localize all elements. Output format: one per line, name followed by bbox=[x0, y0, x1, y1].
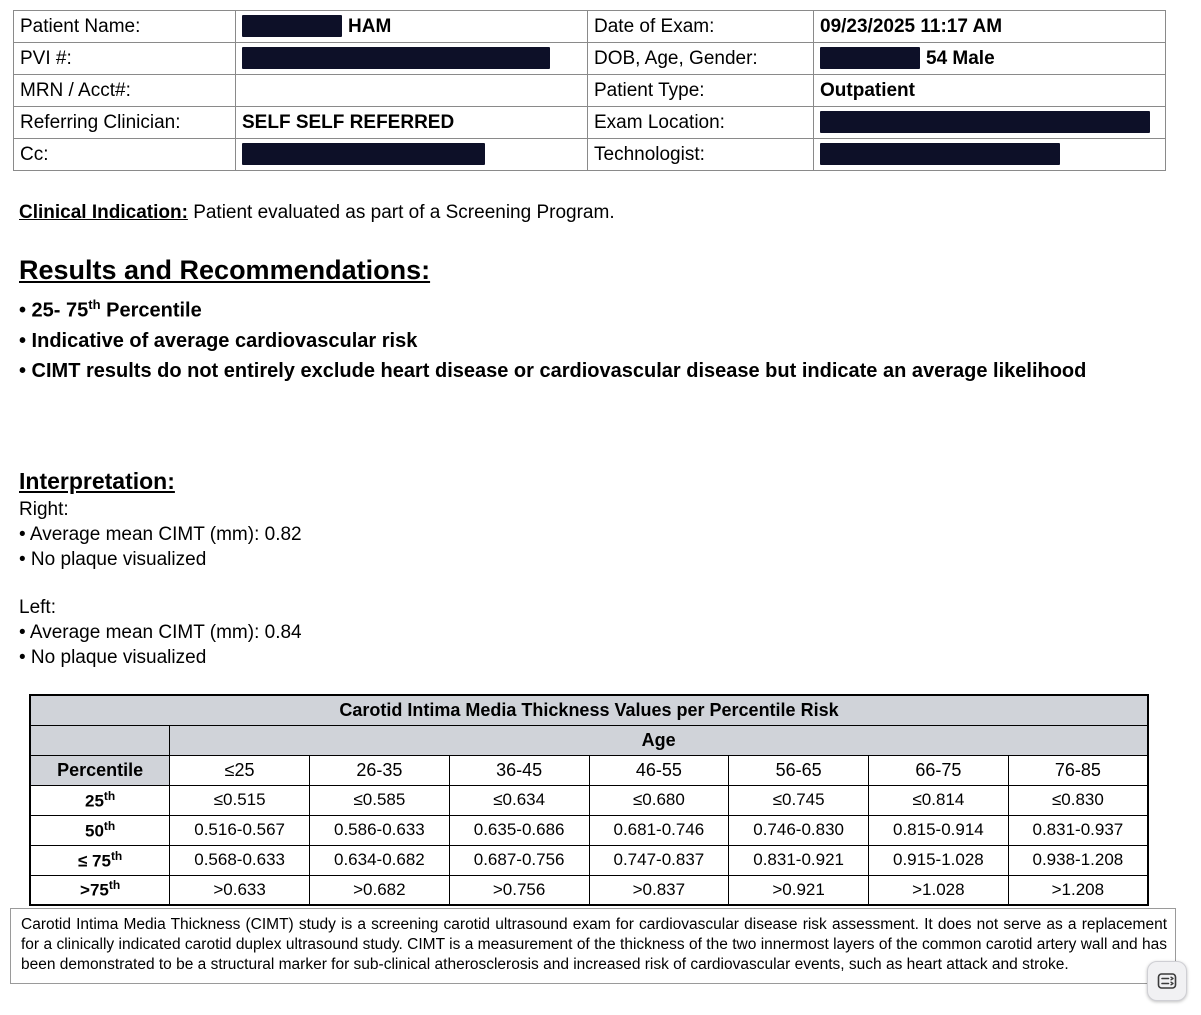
field-value-cc bbox=[236, 139, 588, 171]
field-label-exam-location: Exam Location: bbox=[588, 107, 814, 139]
percentile-cell-2-5: 0.915-1.028 bbox=[869, 845, 1009, 875]
interpretation-right-line-2: • No plaque visualized bbox=[19, 549, 207, 570]
percentile-table-title: Carotid Intima Media Thickness Values per Percentile Risk bbox=[30, 695, 1148, 725]
field-label-patient-name: Patient Name: bbox=[14, 11, 236, 43]
table-row bbox=[30, 755, 1148, 785]
field-label-dob-age-gender: DOB, Age, Gender: bbox=[588, 43, 814, 75]
percentile-reference-table bbox=[29, 694, 1149, 906]
results-heading: Results and Recommendations: bbox=[19, 255, 431, 285]
results-bullet-1: • 25- 75th Percentile bbox=[19, 297, 202, 322]
interpretation-right-line-1: • Average mean CIMT (mm): 0.82 bbox=[19, 524, 302, 545]
percentile-row-label-1: 50th bbox=[30, 815, 170, 845]
field-label-mrn-acct: MRN / Acct#: bbox=[14, 75, 236, 107]
percentile-table-corner-header: Percentile bbox=[30, 755, 170, 785]
results-bullet-3: • CIMT results do not entirely exclude heart disease or cardiovascular disease but indicate an average likelihood bbox=[19, 359, 1087, 382]
field-value-exam-location bbox=[814, 107, 1166, 139]
percentile-cell-1-4: 0.746-0.830 bbox=[729, 815, 869, 845]
field-value-patient-type: Outpatient bbox=[814, 75, 1166, 107]
field-value-patient-name: HAM bbox=[236, 11, 588, 43]
percentile-cell-3-6: >1.208 bbox=[1008, 875, 1148, 905]
table-row bbox=[14, 107, 1166, 139]
field-label-date-of-exam: Date of Exam: bbox=[588, 11, 814, 43]
clinical-indication-label: Clinical Indication: bbox=[19, 202, 188, 223]
table-row bbox=[30, 785, 1148, 815]
percentile-table-age-header: Age bbox=[170, 725, 1148, 755]
table-row bbox=[14, 43, 1166, 75]
percentile-cell-2-6: 0.938-1.208 bbox=[1008, 845, 1148, 875]
percentile-cell-1-2: 0.635-0.686 bbox=[449, 815, 589, 845]
field-value-mrn-acct bbox=[236, 75, 588, 107]
redaction-bar bbox=[820, 111, 1150, 133]
field-value-date-of-exam: 09/23/2025 11:17 AM bbox=[814, 11, 1166, 43]
percentile-table-wrapper bbox=[29, 694, 1149, 906]
footnote-box: Carotid Intima Media Thickness (CIMT) study is a screening carotid ultrasound exam for cardiovascular disease risk assessment. It does not serve as a replacement for a clinically indicated carotid duplex ultrasound study. CIMT is a measurement of the thickness of the two innermost layers of the common carotid artery wall and has been demonstrated to be a structural marker for sub-clinical atherosclerosis and increased risk of cardiovascular events, such as heart attack and stroke. bbox=[10, 908, 1176, 984]
percentile-cell-0-0: ≤0.515 bbox=[170, 785, 310, 815]
interpretation-body bbox=[19, 497, 302, 670]
percentile-cell-0-5: ≤0.814 bbox=[869, 785, 1009, 815]
interpretation-left-label: Left: bbox=[19, 597, 56, 618]
percentile-cell-3-3: >0.837 bbox=[589, 875, 729, 905]
percentile-cell-0-2: ≤0.634 bbox=[449, 785, 589, 815]
percentile-cell-2-2: 0.687-0.756 bbox=[449, 845, 589, 875]
field-value-pvi-number bbox=[236, 43, 588, 75]
redaction-bar bbox=[242, 15, 342, 37]
percentile-col-header-6: 76-85 bbox=[1008, 755, 1148, 785]
percentile-cell-3-4: >0.921 bbox=[729, 875, 869, 905]
redaction-bar bbox=[242, 47, 550, 69]
clinical-indication-text: Patient evaluated as part of a Screening Program. bbox=[193, 202, 615, 223]
percentile-cell-0-6: ≤0.830 bbox=[1008, 785, 1148, 815]
percentile-cell-1-6: 0.831-0.937 bbox=[1008, 815, 1148, 845]
interpretation-left-line-2: • No plaque visualized bbox=[19, 647, 207, 668]
field-label-patient-type: Patient Type: bbox=[588, 75, 814, 107]
percentile-col-header-1: 26-35 bbox=[310, 755, 450, 785]
field-value-technologist bbox=[814, 139, 1166, 171]
percentile-col-header-3: 46-55 bbox=[589, 755, 729, 785]
field-label-pvi-number: PVI #: bbox=[14, 43, 236, 75]
percentile-cell-3-2: >0.756 bbox=[449, 875, 589, 905]
percentile-cell-1-0: 0.516-0.567 bbox=[170, 815, 310, 845]
table-row bbox=[30, 695, 1148, 725]
percentile-cell-0-3: ≤0.680 bbox=[589, 785, 729, 815]
results-bullets bbox=[19, 290, 1179, 386]
percentile-cell-1-5: 0.815-0.914 bbox=[869, 815, 1009, 845]
table-row bbox=[14, 11, 1166, 43]
percentile-col-header-2: 36-45 bbox=[449, 755, 589, 785]
field-value-referring-clinician: SELF SELF REFERRED bbox=[236, 107, 588, 139]
percentile-cell-1-3: 0.681-0.746 bbox=[589, 815, 729, 845]
results-bullet-2: • Indicative of average cardiovascular risk bbox=[19, 329, 418, 352]
percentile-cell-3-5: >1.028 bbox=[869, 875, 1009, 905]
percentile-cell-3-0: >0.633 bbox=[170, 875, 310, 905]
interpretation-heading: Interpretation: bbox=[19, 468, 175, 494]
table-row bbox=[14, 75, 1166, 107]
redaction-bar bbox=[242, 143, 485, 165]
table-row bbox=[30, 875, 1148, 905]
accessibility-tools-button[interactable] bbox=[1147, 961, 1187, 1001]
interpretation-right-label: Right: bbox=[19, 499, 69, 520]
table-row bbox=[14, 139, 1166, 171]
percentile-cell-2-4: 0.831-0.921 bbox=[729, 845, 869, 875]
percentile-row-label-3: >75th bbox=[30, 875, 170, 905]
percentile-table-corner-blank bbox=[30, 725, 170, 755]
table-row bbox=[30, 725, 1148, 755]
field-label-technologist: Technologist: bbox=[588, 139, 814, 171]
spacer bbox=[19, 572, 302, 595]
percentile-col-header-5: 66-75 bbox=[869, 755, 1009, 785]
table-row bbox=[30, 815, 1148, 845]
percentile-col-header-4: 56-65 bbox=[729, 755, 869, 785]
percentile-cell-0-1: ≤0.585 bbox=[310, 785, 450, 815]
field-label-referring-clinician: Referring Clinician: bbox=[14, 107, 236, 139]
field-label-cc: Cc: bbox=[14, 139, 236, 171]
percentile-cell-2-3: 0.747-0.837 bbox=[589, 845, 729, 875]
percentile-cell-2-1: 0.634-0.682 bbox=[310, 845, 450, 875]
patient-header-table bbox=[13, 10, 1166, 171]
interpretation-left-line-1: • Average mean CIMT (mm): 0.84 bbox=[19, 622, 302, 643]
percentile-cell-1-1: 0.586-0.633 bbox=[310, 815, 450, 845]
table-row bbox=[30, 845, 1148, 875]
accessibility-icon bbox=[1156, 970, 1178, 992]
percentile-cell-3-1: >0.682 bbox=[310, 875, 450, 905]
percentile-cell-2-0: 0.568-0.633 bbox=[170, 845, 310, 875]
field-value-dob-age-gender: 54 Male bbox=[814, 43, 1166, 75]
percentile-cell-0-4: ≤0.745 bbox=[729, 785, 869, 815]
clinical-indication-line bbox=[19, 202, 615, 224]
percentile-row-label-0: 25th bbox=[30, 785, 170, 815]
percentile-col-header-0: ≤25 bbox=[170, 755, 310, 785]
percentile-row-label-2: ≤ 75th bbox=[30, 845, 170, 875]
redaction-bar bbox=[820, 143, 1060, 165]
redaction-bar bbox=[820, 47, 920, 69]
